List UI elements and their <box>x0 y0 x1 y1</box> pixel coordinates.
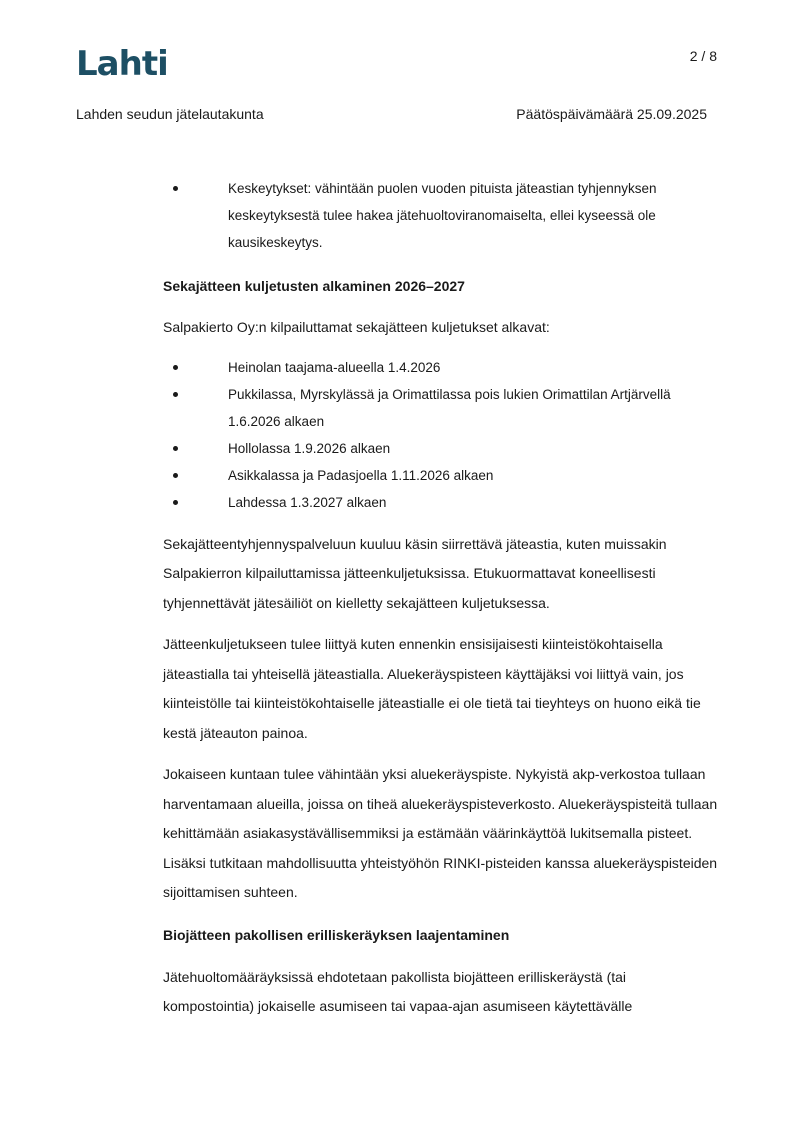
section-lead: Salpakierto Oy:n kilpailuttamat sekajätteen kuljetukset alkavat: <box>163 319 550 335</box>
list-item: Heinolan taajama-alueella 1.4.2026 <box>163 354 719 381</box>
paragraph: Jätehuoltomääräyksissä ehdotetaan pakollista biojätteen erilliskeräystä (tai kompostointia) jokaiselle asumiseen tai vapaa-ajan asumiseen käytettävälle <box>163 968 633 1014</box>
document-body <box>163 175 719 1022</box>
section-heading-biowaste: Biojätteen pakollisen erilliskeräyksen laajentaminen <box>163 926 510 943</box>
page-number: 2 / 8 <box>689 48 717 64</box>
organization-name: Lahden seudun jätelautakunta <box>76 106 264 122</box>
paragraph: Jätteenkuljetukseen tulee liittyä kuten ennenkin ensisijaisesti kiinteistökohtaisella jäteastialla tai yhteisellä jäteastialla. Aluekeräyspisteen käyttäjäksi voi liittyä vain, jos kiinteistölle tai kiinteistökohtaiselle jäteastialle ei ole tietä tai tieyhteys on huono eikä tie kestä jäteauton painoa. <box>163 636 701 741</box>
intro-bullet-list <box>163 175 719 256</box>
bullet-icon <box>173 365 178 370</box>
list-item: Asikkalassa ja Padasjoella 1.11.2026 alkaen <box>163 462 719 489</box>
list-item: Lahdessa 1.3.2027 alkaen <box>163 489 719 516</box>
list-item: Pukkilassa, Myrskylässä ja Orimattilassa pois lukien Orimattilan Artjärvellä 1.6.2026 alkaen <box>163 381 719 435</box>
list-item: Keskeytykset: vähintään puolen vuoden pituista jäteastian tyhjennyksen keskeytyksestä tulee hakea jätehuoltoviranomaiselta, ellei kyseessä ole kausikeskeytys. <box>163 175 719 256</box>
list-item: Hollolassa 1.9.2026 alkaen <box>163 435 719 462</box>
section-heading-mixed-waste: Sekajätteen kuljetusten alkaminen 2026–2027 <box>163 278 465 294</box>
bullet-icon <box>173 186 178 191</box>
bullet-icon <box>173 392 178 397</box>
logo: Lahti <box>76 44 168 84</box>
bullet-icon <box>173 446 178 451</box>
paragraph: Jokaiseen kuntaan tulee vähintään yksi aluekeräyspiste. Nykyistä akp-verkostoa tullaan harventamaan alueilla, joissa on tiheä aluekeräyspisteverkosto. Aluekeräyspisteitä tullaan kehittämään asiakasystävällisemmiksi ja estämään väärinkäyttöä lukitsemalla pisteet. Lisäksi tutkitaan mahdollisuutta yhteistyöhön RINKI-pisteiden kanssa aluekeräyspisteiden sijoittamisen suhteen. <box>163 766 718 900</box>
paragraph: Sekajätteentyhjennyspalveluun kuuluu käsin siirrettävä jäteastia, kuten muissakin Salpakierron kilpailuttamissa jätteenkuljetuksissa. Etukuormattavat koneellisesti tyhjennettävät jätesäiliöt on kielletty sekajätteen kuljetuksessa. <box>163 535 667 611</box>
bullet-icon <box>173 473 178 478</box>
decision-date: Päätöspäivämäärä 25.09.2025 <box>516 106 707 122</box>
bullet-icon <box>173 500 178 505</box>
schedule-bullet-list <box>163 354 719 516</box>
